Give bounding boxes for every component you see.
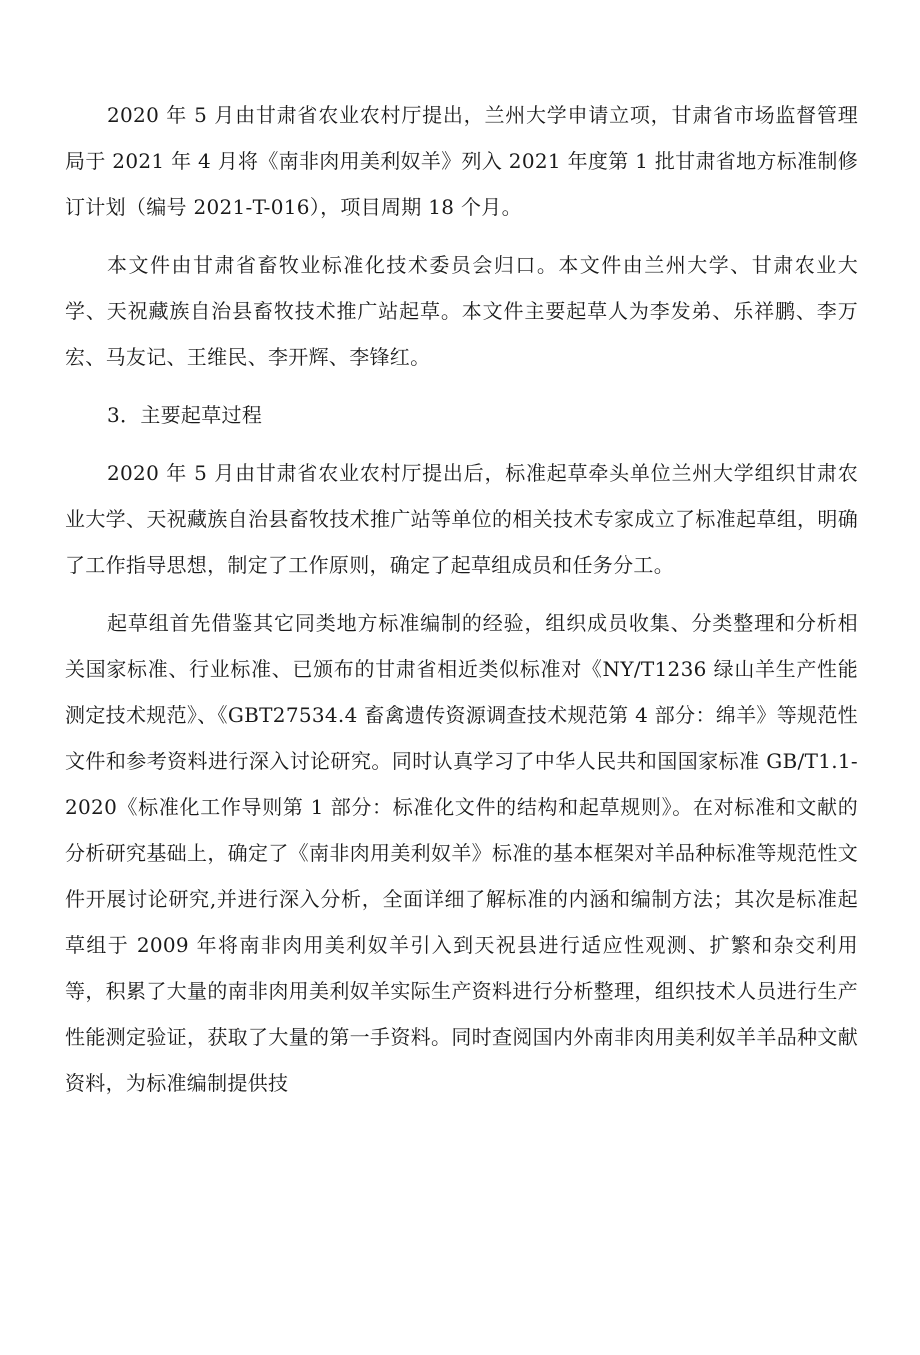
- paragraph-drafting-research: 起草组首先借鉴其它同类地方标准编制的经验，组织成员收集、分类整理和分析相关国家标准、行业标准、已颁布的甘肃省相近类似标准对《NY/T1236 绿山羊生产性能测定技术规范》、《GBT27534.4 畜禽遗传资源调查技术规范第 4 部分：绵羊》等规范性文件和参考资料进行深入讨论研究。同时认真学习了中华人民共和国国家标准 GB/T1.1-2020《标准化工作导则第 1 部分：标准化文件的结构和起草规则》。在对标准和文献的分析研究基础上，确定了《南非肉用美利奴羊》标准的基本框架对羊品种标准等规范性文件开展讨论研究,并进行深入分析，全面详细了解标准的内涵和编制方法；其次是标准起草组于 2009 年将南非肉用美利奴羊引入到天祝县进行适应性观测、扩繁和杂交利用等，积累了大量的南非肉用美利奴羊实际生产资料进行分析整理，组织技术人员进行生产性能测定验证，获取了大量的第一手资料。同时查阅国内外南非肉用美利奴羊羊品种文献资料，为标准编制提供技: [65, 611, 858, 1095]
- paragraph-drafting-units: 本文件由甘肃省畜牧业标准化技术委员会归口。本文件由兰州大学、甘肃农业大学、天祝藏族自治县畜牧技术推广站起草。本文件主要起草人为李发弟、乐祥鹏、李万宏、马友记、王维民、李开辉、李锋红。: [65, 253, 858, 369]
- document-body: [65, 92, 858, 1118]
- paragraph-project-initiation: 2020 年 5 月由甘肃省农业农村厅提出，兰州大学申请立项，甘肃省市场监督管理局于 2021 年 4 月将《南非肉用美利奴羊》列入 2021 年度第 1 批甘肃省地方标准制修订计划（编号 2021-T-016），项目周期 18 个月。: [65, 103, 858, 219]
- paragraph-drafting-group: 2020 年 5 月由甘肃省农业农村厅提出后，标准起草牵头单位兰州大学组织甘肃农业大学、天祝藏族自治县畜牧技术推广站等单位的相关技术专家成立了标准起草组，明确了工作指导思想，制定了工作原则，确定了起草组成员和任务分工。: [65, 461, 858, 577]
- section-heading-drafting-process: 3．主要起草过程: [107, 403, 263, 427]
